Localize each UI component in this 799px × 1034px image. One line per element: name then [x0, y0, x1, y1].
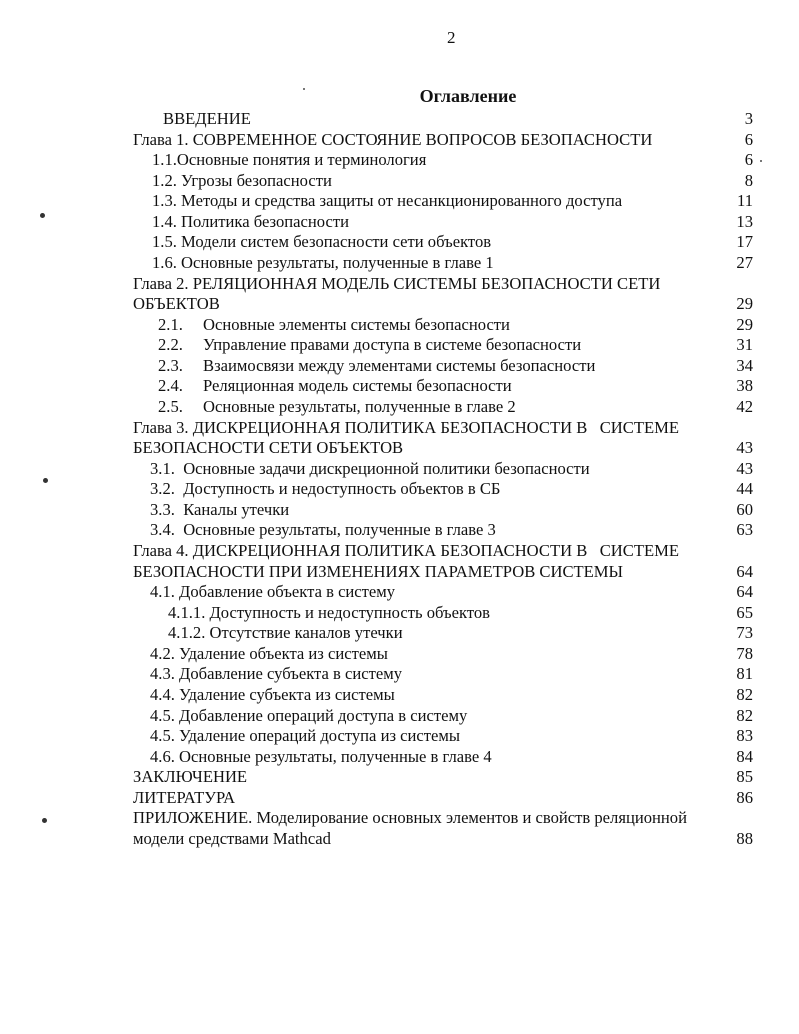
- toc-entry-page: 88: [736, 828, 753, 848]
- toc-entry-title: 1.6. Основные результаты, полученные в главе 1: [152, 252, 494, 272]
- scan-punch-mark: [43, 478, 48, 483]
- toc-entry-page: 64: [736, 582, 753, 602]
- toc-entry: [0, 190, 799, 211]
- toc-entry: [0, 231, 799, 252]
- toc-entry-page: 64: [736, 561, 753, 581]
- toc-entry-number: 2.2.: [158, 335, 183, 355]
- toc-entry-title: 4.5. Добавление операций доступа в систему: [150, 705, 468, 725]
- toc-entry: [0, 540, 799, 561]
- toc-entry: [0, 170, 799, 191]
- toc-entry-page: 86: [736, 787, 753, 807]
- toc-entry-page: 43: [736, 458, 753, 478]
- toc-entry-page: 11: [737, 191, 753, 211]
- toc-entry: [0, 458, 799, 479]
- toc-entry-page: 17: [736, 232, 753, 252]
- toc-entry: [0, 581, 799, 602]
- toc-entry-title: Глава 2. РЕЛЯЦИОННАЯ МОДЕЛЬ СИСТЕМЫ БЕЗОПАСНОСТИ СЕТИ: [133, 273, 661, 293]
- toc-entry-title: Взаимосвязи между элементами системы безопасности: [203, 355, 596, 375]
- toc-entry-title: Глава 4. ДИСКРЕЦИОННАЯ ПОЛИТИКА БЕЗОПАСНОСТИ В СИСТЕМЕ: [133, 540, 680, 560]
- toc-entry-page: 13: [736, 211, 753, 231]
- toc-entry-page: 29: [736, 294, 753, 314]
- toc-entry-title: ОБЪЕКТОВ: [133, 294, 220, 314]
- toc-entry-page: 34: [736, 355, 753, 375]
- toc-entry-title: 1.3. Методы и средства защиты от несанкционированного доступа: [152, 191, 623, 211]
- toc-entry: [0, 663, 799, 684]
- toc-entry-title: 3.1. Основные задачи дискреционной политики безопасности: [150, 458, 590, 478]
- toc-entry-page: 27: [736, 252, 753, 272]
- toc-entry: [0, 129, 799, 150]
- toc-entry-title: Глава 1. СОВРЕМЕННОЕ СОСТОЯНИЕ ВОПРОСОВ БЕЗОПАСНОСТИ: [133, 129, 653, 149]
- toc-entry-page: 84: [736, 746, 753, 766]
- toc-entry-number: 2.3.: [158, 355, 183, 375]
- toc-entry: [0, 684, 799, 705]
- toc-entry: [0, 375, 799, 396]
- toc-entry-number: 2.1.: [158, 314, 183, 334]
- toc-entry: [0, 787, 799, 808]
- toc-entry-title: ЗАКЛЮЧЕНИЕ: [133, 767, 248, 787]
- toc-entry-page: 82: [736, 684, 753, 704]
- toc-entry: [0, 211, 799, 232]
- toc-entry-title: 3.3. Каналы утечки: [150, 499, 290, 519]
- toc-entry-page: 31: [736, 335, 753, 355]
- toc-entry-title: 3.4. Основные результаты, полученные в главе 3: [150, 520, 496, 540]
- toc-entry: [0, 561, 799, 582]
- toc-entry-page: 43: [736, 438, 753, 458]
- toc-entry-page: 60: [736, 499, 753, 519]
- toc-entry-title: Реляционная модель системы безопасности: [203, 376, 512, 396]
- toc-entry-title: Управление правами доступа в системе безопасности: [203, 335, 582, 355]
- toc-entry-page: 83: [736, 726, 753, 746]
- toc-entry-title: 1.2. Угрозы безопасности: [152, 170, 332, 190]
- toc-entry: [0, 746, 799, 767]
- toc-entry-page: 8: [744, 170, 753, 190]
- toc-entry-page: 29: [736, 314, 753, 334]
- toc-entry-title: 4.6. Основные результаты, полученные в главе 4: [150, 746, 492, 766]
- toc-entry-title: БЕЗОПАСНОСТИ СЕТИ ОБЪЕКТОВ: [133, 438, 404, 458]
- toc-entry: [0, 293, 799, 314]
- toc-entry-page: 85: [736, 767, 753, 787]
- toc-entry-title: ВВЕДЕНИЕ: [163, 109, 251, 128]
- toc-entry-title: Основные элементы системы безопасности: [203, 314, 510, 334]
- toc-entry: [0, 355, 799, 376]
- toc-entry-title: 4.1.1. Доступность и недоступность объектов: [168, 602, 490, 622]
- toc-entry-page: 63: [736, 520, 753, 540]
- toc-entry: [0, 766, 799, 787]
- toc-entry-title: ПРИЛОЖЕНИЕ. Моделирование основных элементов и свойств реляционной: [133, 808, 687, 828]
- toc-entry-title: 4.1.2. Отсутствие каналов утечки: [168, 623, 403, 643]
- toc-entry-title: БЕЗОПАСНОСТИ ПРИ ИЗМЕНЕНИЯХ ПАРАМЕТРОВ СИСТЕМЫ: [133, 561, 624, 581]
- toc-entry-page: 44: [736, 479, 753, 499]
- toc-entry: [0, 643, 799, 664]
- toc-entry: [0, 519, 799, 540]
- toc-entry-page: 42: [736, 396, 753, 416]
- scan-punch-mark: [40, 213, 45, 218]
- toc-entry: [0, 807, 799, 828]
- toc-entry-title: 3.2. Доступность и недоступность объектов в СБ: [150, 479, 501, 499]
- scan-speck: [760, 160, 762, 162]
- toc-entry-number: 2.5.: [158, 396, 183, 416]
- toc-entry: [0, 725, 799, 746]
- scan-punch-mark: [42, 818, 47, 823]
- toc-entry-page: 73: [736, 623, 753, 643]
- toc-entry-page: 65: [736, 602, 753, 622]
- toc-entry: [0, 108, 799, 129]
- toc-entry-title: модели средствами Mathcad: [133, 828, 331, 848]
- toc-entry: [0, 252, 799, 273]
- scan-speck: [303, 88, 305, 90]
- toc-entry-title: 4.2. Удаление объекта из системы: [150, 643, 388, 663]
- toc-entry-page: 6: [744, 150, 753, 170]
- toc-entry-title: 1.1.Основные понятия и терминология: [152, 150, 427, 170]
- toc-entry: [0, 417, 799, 438]
- toc-entry: [0, 437, 799, 458]
- toc-entry-page: 82: [736, 705, 753, 725]
- toc-entry: [0, 396, 799, 417]
- toc-entry-title: 4.4. Удаление субъекта из системы: [150, 684, 395, 704]
- toc-entry-title: 1.4. Политика безопасности: [152, 211, 349, 231]
- toc-entry: [0, 499, 799, 520]
- toc-entry-number: 2.4.: [158, 376, 183, 396]
- toc-entry-title: Основные результаты, полученные в главе 2: [203, 396, 516, 416]
- toc-entry: [0, 334, 799, 355]
- toc-entry: [0, 273, 799, 294]
- toc-entry-title: Глава 3. ДИСКРЕЦИОННАЯ ПОЛИТИКА БЕЗОПАСНОСТИ В СИСТЕМЕ: [133, 417, 680, 437]
- toc-entry-page: 81: [736, 664, 753, 684]
- toc-title: Оглавление: [419, 86, 517, 106]
- toc-entry-title: 4.5. Удаление операций доступа из системы: [150, 726, 461, 746]
- toc-entry: [0, 622, 799, 643]
- toc-entry-page: 78: [736, 643, 753, 663]
- toc-entry: [0, 602, 799, 623]
- toc-entry-title: 4.1. Добавление объекта в систему: [150, 582, 396, 602]
- toc-entry-title: 4.3. Добавление субъекта в систему: [150, 664, 403, 684]
- toc-entry: [0, 149, 799, 170]
- toc-entry-title: 1.5. Модели систем безопасности сети объектов: [152, 232, 492, 252]
- toc-entry: [0, 705, 799, 726]
- toc-entry-title: ЛИТЕРАТУРА: [133, 787, 236, 807]
- toc-entry: [0, 478, 799, 499]
- toc-entry: [0, 314, 799, 335]
- toc-entry-page: 6: [744, 129, 753, 149]
- page-number: 2: [447, 28, 456, 47]
- toc-entry: [0, 828, 799, 849]
- toc-entry-page: 38: [736, 376, 753, 396]
- toc-entry-page: 3: [744, 109, 753, 128]
